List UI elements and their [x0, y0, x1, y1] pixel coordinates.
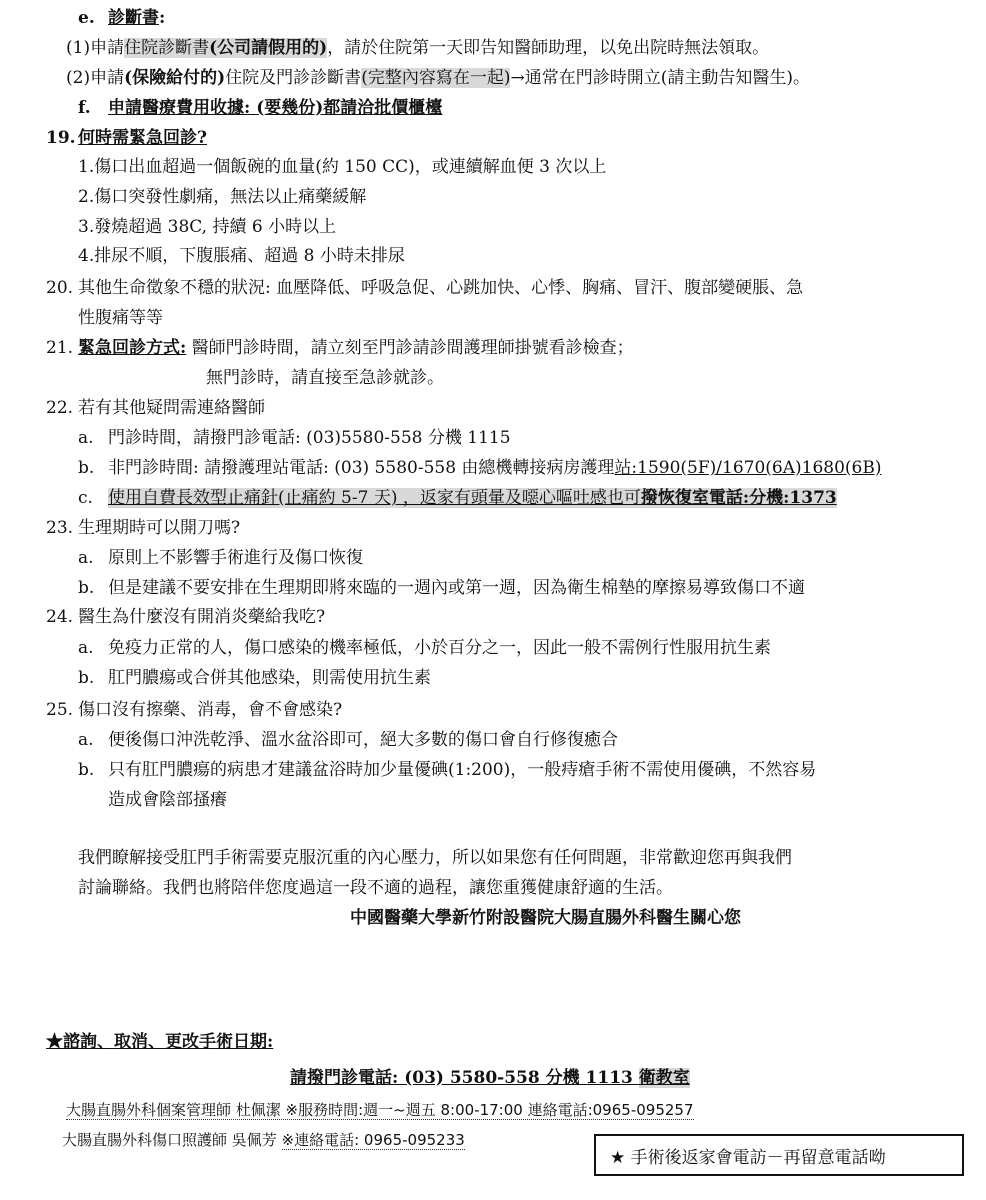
section-f-marker: f. [78, 98, 91, 118]
health-education-room: 衛教室 [638, 1068, 690, 1088]
section-e-title: 診斷書 [108, 8, 159, 28]
question-number: 23. [46, 518, 74, 538]
item-marker: b. [78, 578, 95, 598]
phone-number-text: 請撥門診電話: (03) 5580-558 分機 1113 [290, 1068, 639, 1088]
item-prefix: (1)申請 [66, 38, 125, 58]
question-20-line-2: 性腹痛等等 [78, 308, 163, 328]
section-e-heading [78, 6, 165, 30]
item-prefix: (2)申請 [66, 68, 125, 88]
item-marker: a. [78, 638, 94, 658]
item-text: 只有肛門膿瘍的病患才建議盆浴時加少量優碘(1:200)，一般痔瘡手術不需使用優碘，不然容易 [108, 760, 817, 780]
nurse-station-extensions: 站:1590(5F)/1670(6A)1680(6B) [614, 458, 882, 478]
question-title: 醫生為什麼沒有開消炎藥給我吃? [78, 607, 326, 627]
question-number: 24. [46, 607, 74, 627]
q24-item-a [78, 636, 771, 660]
item-text: 肛門膿瘍或合併其他感染，則需使用抗生素 [108, 668, 431, 688]
follow-up-call-text: ★ 手術後返家會電訪－再留意電話呦 [610, 1147, 886, 1168]
bold-text: (公司請假用的) [209, 38, 328, 58]
item-text: 便後傷口沖洗乾淨、溫水盆浴即可，絕大多數的傷口會自行修復癒合 [108, 730, 618, 750]
item-text: 非門診時間: 請撥護理站電話: (03) 5580-558 由總機轉接病房護理 [108, 458, 615, 478]
question-number: 19. [46, 128, 76, 148]
case-manager-line [66, 1098, 694, 1122]
item-text: 原則上不影響手術進行及傷口恢復 [108, 548, 363, 568]
closing-line-2: 討論聯絡。我們也將陪伴您度過這一段不適的過程，讓您重獲健康舒適的生活。 [78, 878, 673, 898]
bold-text: (保險給付的) [124, 68, 226, 88]
q25-item-a [78, 728, 618, 752]
question-24-title [46, 605, 325, 629]
question-number: 20. [46, 278, 74, 298]
highlighted-text: 住院診斷書 [124, 38, 210, 58]
item-marker: a. [78, 548, 94, 568]
question-23-title [46, 516, 240, 540]
highlighted-text: 使用自費長效型止痛針(止痛約 5-7 天) ，返家有頭暈及噁心嘔吐感也可 [108, 488, 641, 508]
wound-nurse-line [62, 1128, 465, 1152]
wound-nurse-name: 大腸直腸外科傷口照護師 吳佩芳 [62, 1131, 282, 1149]
q25-item-b-line-1 [78, 758, 816, 782]
recovery-room-extension: 撥恢復室電話:分機:1373 [640, 488, 837, 508]
question-title: 緊急回診方式: [78, 338, 187, 358]
question-21-line-2: 無門診時，請直接至急診就診。 [206, 368, 444, 388]
q19-item-1: 1.傷口出血超過一個飯碗的血量(約 150 CC)，或連續解血便 3 次以上 [78, 157, 607, 177]
question-number: 25. [46, 700, 74, 720]
closing-line-1: 我們瞭解接受肛門手術需要克服沉重的內心壓力，所以如果您有任何問題，非常歡迎您再與我們 [78, 848, 792, 868]
item-text: 但是建議不要安排在生理期即將來臨的一週內或第一週，因為衛生棉墊的摩擦易導致傷口不適 [108, 578, 805, 598]
question-22-title [46, 396, 265, 420]
question-number: 22. [46, 398, 74, 418]
q23-item-a [78, 546, 363, 570]
case-manager-text: 大腸直腸外科個案管理師 杜佩潔 ※服務時間:週一~週五 8:00-17:00 連絡電話:0965-095257 [66, 1101, 694, 1119]
section-e-item-2 [66, 66, 810, 90]
question-title: 傷口沒有擦藥、消毒，會不會感染? [78, 700, 343, 720]
question-title: 何時需緊急回診? [78, 128, 207, 148]
q23-item-b [78, 576, 805, 600]
question-text: 醫師門診時間，請立刻至門診請診間護理師掛號看診檢查； [186, 338, 634, 358]
q19-item-4: 4.排尿不順，下腹脹痛、超過 8 小時未排尿 [78, 246, 405, 266]
question-text: 其他生命徵象不穩的狀況: 血壓降低、呼吸急促、心跳加快、心悸、胸痛、冒汗、腹部變硬脹、急 [78, 278, 804, 298]
item-text: 住院及門診診斷書 [225, 68, 362, 88]
item-marker: a. [78, 428, 94, 448]
highlighted-text: (完整內容寫在一起) [361, 68, 511, 88]
section-e-colon: : [159, 8, 166, 28]
contact-heading: ★諮詢、取消、更改手術日期: [46, 1032, 274, 1052]
q22-item-c [78, 486, 837, 510]
phone-line [290, 1066, 690, 1090]
item-text: →通常在門診時開立(請主動告知醫生)。 [510, 68, 810, 88]
item-marker: b. [78, 668, 95, 688]
question-number: 21. [46, 338, 74, 358]
question-20-line-1 [46, 276, 803, 300]
wound-nurse-phone: ※連絡電話: 0965-095233 [281, 1131, 465, 1149]
section-f-text: 申請醫療費用收據: (要幾份)都請洽批價櫃檯 [108, 98, 443, 118]
section-e-marker: e. [78, 8, 95, 28]
q24-item-b [78, 666, 431, 690]
item-marker: b. [78, 458, 95, 478]
section-f [78, 96, 442, 120]
q25-item-b-line-2: 造成會陰部搔癢 [108, 790, 227, 810]
item-text: ，請於住院第一天即告知醫師助理，以免出院時無法領取。 [327, 38, 770, 58]
q19-item-3: 3.發燒超過 38C, 持續 6 小時以上 [78, 217, 337, 237]
q22-item-b [78, 456, 881, 480]
question-25-title [46, 698, 342, 722]
item-marker: a. [78, 730, 94, 750]
item-marker: c. [78, 488, 93, 508]
section-e-item-1 [66, 36, 769, 60]
signature: 中國醫藥大學新竹附設醫院大腸直腸外科醫生關心您 [350, 908, 741, 928]
item-text: 免疫力正常的人，傷口感染的機率極低，小於百分之一，因此一般不需例行性服用抗生素 [108, 638, 771, 658]
q19-item-2: 2.傷口突發性劇痛，無法以止痛藥緩解 [78, 187, 367, 207]
question-19-title [46, 126, 207, 150]
q22-item-a [78, 426, 511, 450]
question-21-line-1 [46, 336, 634, 360]
item-marker: b. [78, 760, 95, 780]
question-title: 若有其他疑問需連絡醫師 [78, 398, 265, 418]
question-title: 生理期時可以開刀嗎? [78, 518, 241, 538]
item-text: 門診時間，請撥門診電話: (03)5580-558 分機 1115 [108, 428, 511, 448]
follow-up-call-notice [594, 1134, 964, 1176]
